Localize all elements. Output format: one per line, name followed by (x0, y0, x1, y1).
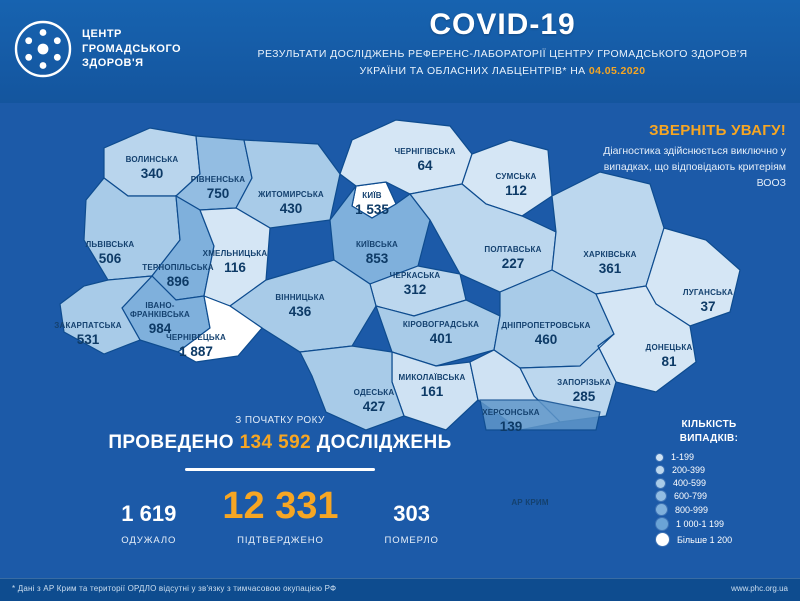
region-name: ВІННИЦЬКА (275, 293, 325, 302)
legend-swatch-icon (656, 466, 664, 474)
since-label: З ПОЧАТКУ РОКУ (235, 415, 325, 426)
region-name: ДОНЕЦЬКА (645, 343, 693, 352)
attention-text: Діагностика здійснюється виключно у випадках, що відповідають критеріям ВООЗ (603, 145, 786, 189)
legend-title-line1: КІЛЬКІСТЬ (681, 419, 737, 430)
stat-died (385, 503, 439, 546)
region-value: 427 (362, 399, 386, 414)
region-shape-kharkiv[interactable] (552, 172, 664, 294)
region-value: 227 (501, 256, 525, 271)
region-value: 1 887 (179, 344, 213, 359)
legend-item-label: Більше 1 200 (677, 534, 733, 545)
region-value: 37 (700, 299, 716, 314)
region-name: ВОЛИНСЬКА (125, 155, 179, 164)
map-regions (60, 120, 740, 430)
region-value: 430 (279, 201, 303, 216)
organization-name-line2: ГРОМАДСЬКОГО (82, 42, 182, 55)
stats-triple (0, 487, 560, 546)
legend-title-line2: ВИПАДКІВ: (679, 432, 739, 444)
stat-confirmed-label: ПІДТВЕРДЖЕНО (237, 535, 324, 546)
region-name: ЗАПОРІЗЬКА (557, 378, 611, 387)
organization-name-line1: ЦЕНТР (82, 27, 122, 40)
region-name: ЧЕРКАСЬКА (389, 271, 441, 280)
stat-confirmed-value: 12 331 (222, 485, 339, 527)
region-value: 112 (505, 183, 527, 198)
organization-name-line3: ЗДОРОВ'Я (82, 57, 144, 70)
legend-swatch-icon (656, 454, 663, 461)
region-name: ФРАНКІВСЬКА (130, 310, 190, 319)
legend-item-label: 800-999 (675, 504, 709, 515)
stat-died-value: 303 (393, 501, 430, 526)
region-name: АР КРИМ (511, 498, 549, 507)
stat-recovered-label: ОДУЖАЛО (121, 535, 177, 546)
legend-item (634, 491, 784, 501)
region-value: 853 (365, 251, 389, 266)
legend-item (634, 518, 784, 530)
region-name: ЗАКАРПАТСЬКА (54, 321, 122, 330)
legend-swatch-icon (656, 533, 669, 546)
region-name: ЛЬВІВСЬКА (85, 240, 135, 249)
attention-title: ЗВЕРНІТЬ УВАГУ! (649, 122, 786, 139)
page-title: COVID-19 (429, 8, 576, 41)
region-value: 460 (534, 332, 558, 347)
legend-list (634, 452, 784, 546)
region-value: 116 (224, 260, 246, 275)
stats-divider (185, 468, 375, 471)
region-value: 312 (403, 282, 427, 297)
region-value: 896 (166, 274, 190, 289)
region-name: ХЕРСОНСЬКА (482, 408, 540, 417)
tests-conducted-suffix: ДОСЛІДЖЕНЬ (311, 432, 452, 453)
legend-item-label: 400-599 (673, 478, 707, 488)
region-shape-volyn[interactable] (104, 128, 200, 196)
legend-swatch-icon (656, 491, 666, 501)
stat-confirmed (222, 487, 338, 546)
region-value: 506 (98, 251, 122, 266)
region-name: МИКОЛАЇВСЬКА (398, 373, 466, 382)
region-name: РІВНЕНСЬКА (190, 175, 246, 184)
organization-name (82, 27, 181, 72)
region-value: 139 (499, 419, 523, 434)
region-name: КІРОВОГРАДСЬКА (402, 320, 480, 329)
page-subtitle (215, 46, 790, 80)
region-value: 401 (429, 331, 453, 346)
region-name: ОДЕСЬКА (353, 388, 395, 397)
region-value: 81 (661, 354, 677, 369)
region-value: 161 (420, 384, 444, 399)
legend-item (634, 465, 784, 475)
region-value: 361 (598, 261, 622, 276)
legend-item (634, 452, 784, 462)
legend-title (634, 418, 784, 445)
region-shape-zhytomyr[interactable] (236, 140, 340, 228)
region-name: ТЕРНОПІЛЬСЬКА (142, 263, 214, 272)
header (0, 0, 800, 103)
stat-recovered-value: 1 619 (121, 501, 177, 526)
legend-item-label: 1 000-1 199 (676, 519, 725, 529)
region-name: ПОЛТАВСЬКА (484, 245, 542, 254)
region-name: ЖИТОМИРСЬКА (258, 190, 324, 199)
region-name: ЧЕРНІВЕЦЬКА (166, 333, 226, 342)
footer-url[interactable]: www.phc.org.ua (731, 584, 788, 593)
legend-item-label: 600-799 (674, 491, 708, 501)
title-block (215, 8, 790, 80)
footer (0, 578, 800, 601)
region-shape-chernihiv[interactable] (340, 120, 472, 194)
statistics-panel (0, 415, 560, 546)
legend-item (634, 533, 784, 546)
legend-item-label: 1-199 (671, 452, 695, 462)
region-value: 64 (417, 158, 433, 173)
page-subtitle-line2-text: УКРАЇНИ ТА ОБЛАСНИХ ЛАБЦЕНТРІВ* НА (359, 64, 589, 77)
region-name: СУМСЬКА (495, 172, 537, 181)
region-value: 340 (140, 166, 164, 181)
region-name: ХАРКІВСЬКА (583, 250, 637, 259)
footer-note: * Дані з АР Крим та території ОРДЛО відсутні у зв'язку з тимчасовою окупацією РФ (12, 584, 337, 593)
stat-recovered (121, 503, 176, 546)
region-value: 436 (288, 304, 312, 319)
region-name: ЛУГАНСЬКА (682, 288, 734, 297)
legend (634, 418, 784, 549)
tests-conducted (0, 432, 560, 454)
region-value: 1 535 (355, 202, 389, 217)
legend-swatch-icon (656, 504, 667, 515)
logo-mark-icon (14, 20, 72, 78)
tests-conducted-number: 134 592 (239, 432, 312, 453)
organization-logo (14, 20, 181, 78)
region-name: ІВАНО- (145, 301, 175, 310)
region-name: КИЇВСЬКА (355, 240, 399, 249)
region-value: 750 (206, 186, 230, 201)
region-value: 285 (572, 389, 596, 404)
region-name: ХМЕЛЬНИЦЬКА (202, 249, 268, 258)
legend-item-label: 200-399 (672, 465, 706, 475)
region-value: 531 (76, 332, 100, 347)
tests-conducted-prefix: ПРОВЕДЕНО (108, 432, 240, 453)
legend-item (634, 504, 784, 515)
region-name: ЧЕРНІГІВСЬКА (394, 147, 456, 156)
legend-swatch-icon (656, 479, 665, 488)
report-date: 04.05.2020 (588, 64, 646, 77)
region-name: ДНІПРОПЕТРОВСЬКА (501, 321, 591, 330)
legend-swatch-icon (656, 518, 668, 530)
region-name: КИЇВ (362, 191, 382, 200)
region-value: 984 (148, 321, 172, 336)
legend-item (634, 478, 784, 488)
page-subtitle-line2 (215, 63, 790, 80)
page-subtitle-line1: РЕЗУЛЬТАТИ ДОСЛІДЖЕНЬ РЕФЕРЕНС-ЛАБОРАТОРІЇ ЦЕНТРУ ГРОМАДСЬКОГО ЗДОРОВ'Я (257, 48, 748, 60)
stat-died-label: ПОМЕРЛО (384, 535, 439, 546)
